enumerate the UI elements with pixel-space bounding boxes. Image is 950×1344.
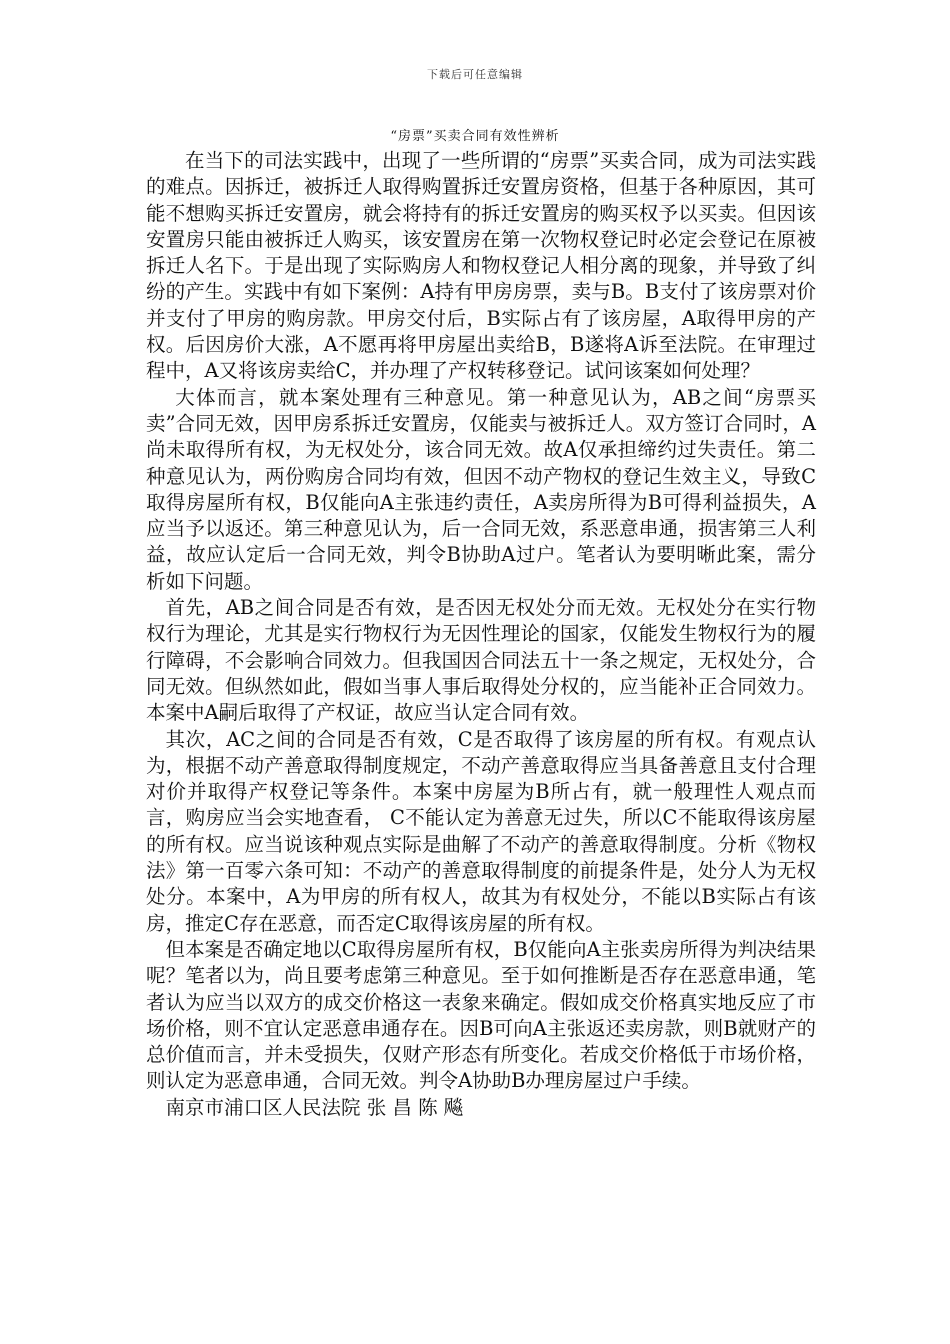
- paragraph-opinions: 大体而言，就本案处理有三种意见。第一种意见认为，AB之间“房票买卖”合同无效，因甲房系拆迁安置房，仅能卖与被拆迁人。双方签订合同时，A尚未取得所有权，为无权处分，该合同无效。故A仅承担缔约过失责任。第二种意见认为，两份购房合同均有效，但因不动产物权的登记生效主义，导致C取得房屋所有权，B仅能向A主张违约责任，A卖房所得为B可得利益损失，A应当予以返还。第三种意见认为，后一合同无效，系恶意串通，损害第三人利益，故应认定后一合同无效，判令B协助A过户。笔者认为要明晰此案，需分析如下问题。: [146, 385, 816, 593]
- header-note: 下载后可任意编辑: [427, 68, 523, 81]
- signature: 南京市浦口区人民法院 张 昌 陈 飚: [165, 1095, 464, 1119]
- paragraph-intro: 在当下的司法实践中，出现了一些所谓的“房票”买卖合同，成为司法实践的难点。因拆迁，被拆迁人取得购置拆迁安置房资格，但基于各种原因，其可能不想购买拆迁安置房，就会将持有的拆迁安置房的购买权予以买卖。但因该安置房只能由被拆迁人购买，该安置房在第一次物权登记时必定会登记在原被拆迁人名下。于是出现了实际购房人和物权登记人相分离的现象，并导致了纠纷的产生。实践中有如下案例：A持有甲房房票，卖与B。B支付了该房票对价并支付了甲房的购房款。甲房交付后，B实际占有了该房屋，A取得甲房的产权。后因房价大涨，A不愿再将甲房屋出卖给B，B遂将A诉至法院。在审理过程中，A又将该房卖给C，并办理了产权转移登记。试问该案如何处理？: [146, 149, 816, 383]
- paragraph-first-issue: 首先，AB之间合同是否有效，是否因无权处分而无效。无权处分在实行物权行为理论，尤其是实行物权行为无因性理论的国家，仅能发生物权行为的履行障碍，不会影响合同效力。但我国因合同法五十一条之规定，无权处分，合同无效。但纵然如此，假如当事人事后取得处分权的，应当能补正合同效力。本案中A嗣后取得了产权证，故应当认定合同有效。: [146, 596, 816, 725]
- paragraph-second-issue: 其次，AC之间的合同是否有效，C是否取得了该房屋的所有权。有观点认为，根据不动产善意取得制度规定，不动产善意取得应当具备善意且支付合理对价并取得产权登记等条件。本案中房屋为B所占有，就一般理性人观点而言，购房应当会实地查看， C不能认定为善意无过失，所以C不能取得该房屋的所有权。应当说该种观点实际是曲解了不动产的善意取得制度。分析《物权法》第一百零六条可知：不动产的善意取得制度的前提条件是，处分人为无权处分。本案中，A为甲房的所有权人，故其为有权处分，不能以B实际占有该房，推定C存在恶意，而否定C取得该房屋的所有权。: [146, 727, 816, 935]
- paragraph-conclusion: 但本案是否确定地以C取得房屋所有权，B仅能向A主张卖房所得为判决结果呢？笔者以为，尚且要考虑第三种意见。至于如何推断是否存在恶意串通，笔者认为应当以双方的成交价格这一表象来确定。假如成交价格真实地反应了市场价格，则不宜认定恶意串通存在。因B可向A主张返还卖房款，则B就财产的总价值而言，并未受损失，仅财产形态有所变化。若成交价格低于市场价格，则认定为恶意串通，合同无效。判令A协助B办理房屋过户手续。: [146, 937, 816, 1093]
- document-body: [146, 148, 816, 1121]
- document-title: “房票”买卖合同有效性辨析: [390, 129, 560, 144]
